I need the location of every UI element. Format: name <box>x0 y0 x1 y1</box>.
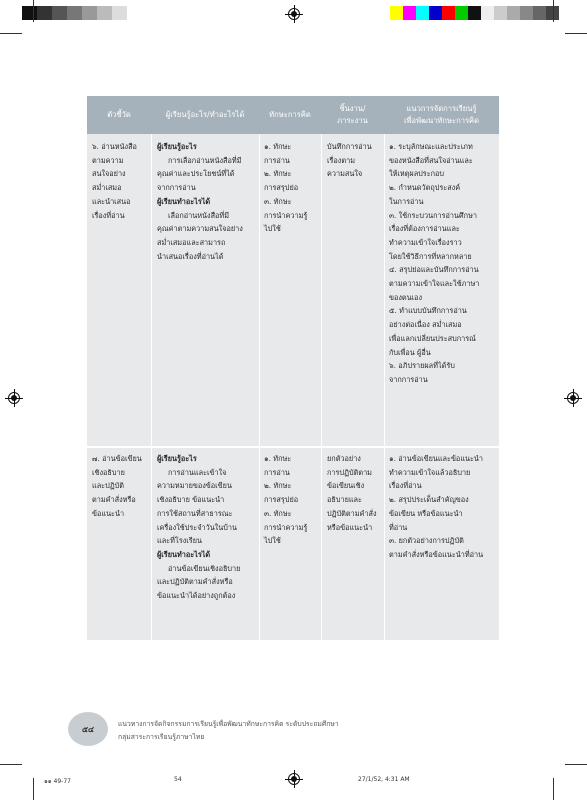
header-thinking-skill <box>259 96 321 134</box>
cell-line: ๒. ทักษะ <box>264 169 292 179</box>
color-swatch <box>468 6 481 20</box>
header-work-task <box>321 96 384 134</box>
cell-line: ผู้เรียนทำอะไรได้ <box>157 196 211 206</box>
cell-line: ในการอ่าน <box>389 196 424 206</box>
cell-line: ปฏิบัติตามคำสั่ง <box>327 508 377 518</box>
cell-line: การสรุปย่อ <box>264 495 299 505</box>
cell-work-task <box>327 452 377 534</box>
cell-line: เลือกอ่านหนังสือที่มี <box>168 210 230 220</box>
cell-line: อธิบายและ <box>327 495 362 505</box>
cell-line: เพื่อแลกเปลี่ยนประสบการณ์ <box>389 333 476 343</box>
cell-line: ทำความเข้าใจแล้วอธิบาย <box>389 467 471 477</box>
cell-line: ของหนังสือที่สนใจอ่านและ <box>389 155 473 165</box>
cell-line: อย่างต่อเนื่อง สม่ำเสมอ <box>389 320 462 330</box>
cell-line: และปฏิบัติตามคำสั่งหรือ <box>157 577 233 587</box>
cell-line: และนำเสนอ <box>92 196 131 206</box>
cell-line: เรื่องที่ต้องการอ่านและ <box>389 224 460 234</box>
registration-mark-right <box>564 389 582 407</box>
color-swatch <box>494 6 507 20</box>
header-line: ตัวชี้วัด <box>107 110 131 119</box>
cell-line: บันทึกการอ่าน <box>327 142 372 151</box>
cell-line: นำเสนอเรื่องที่อ่านได้ <box>157 251 224 261</box>
cell-line: จากการอ่าน <box>157 183 196 193</box>
cell-line: ๓. ทักษะ <box>264 508 292 518</box>
column-divider <box>259 134 260 640</box>
header-line: แนวการจัดการเรียนรู้ <box>406 104 477 113</box>
slug-file-id: ๑๑ 49-77 <box>44 778 71 785</box>
cell-line: และที่โรงเรียน <box>157 536 202 546</box>
crop-mark <box>0 764 22 765</box>
crop-mark <box>553 0 554 22</box>
slug-timestamp: 27/1/52, 4:31 AM <box>358 776 410 783</box>
header-indicator <box>87 96 151 134</box>
crop-mark <box>553 778 554 800</box>
cell-indicator <box>92 452 142 521</box>
cell-line: การปฏิบัติตาม <box>327 467 372 477</box>
cell-line: ๑. ทักษะ <box>264 454 292 463</box>
cell-line: เครื่องใช้ประจำวันในบ้าน <box>157 522 237 532</box>
cell-line: ตามคำสั่งหรือข้อแนะนำที่อ่าน <box>389 549 484 559</box>
cell-line: ที่อ่าน <box>389 522 408 532</box>
cell-line: ๒. ทักษะ <box>264 481 292 491</box>
grayscale-color-bar <box>22 6 142 20</box>
color-swatch <box>67 6 82 20</box>
column-divider <box>151 134 152 640</box>
color-swatch <box>481 6 494 20</box>
crop-mark <box>565 33 587 34</box>
footer-subject-group: กลุ่มสาระการเรียนรู้ภาษาไทย <box>118 733 205 741</box>
cell-line: ให้เหตุผลประกอบ <box>389 169 445 179</box>
cell-line: ไปใช้ <box>264 224 281 234</box>
registration-mark-left <box>5 389 23 407</box>
learning-plan-table <box>87 96 499 640</box>
footer-book-title: แนวทางการจัดกิจกรรมการเรียนรู้เพื่อพัฒนาทักษะการคิด ระดับประถมศึกษา <box>118 720 339 728</box>
cell-line: การอ่าน <box>264 155 290 165</box>
cell-thinking-skill <box>264 140 307 236</box>
cell-line: จากการอ่าน <box>389 374 428 384</box>
cell-line: เรื่องที่อ่าน <box>389 481 422 491</box>
cell-line: ข้อเขียนเชิง <box>327 481 365 491</box>
cell-line: ๓. ยกตัวอย่างการปฏิบัติ <box>389 536 464 546</box>
cell-line: สม่ำเสมอ <box>92 183 122 193</box>
registration-mark-top <box>285 5 303 23</box>
column-divider <box>384 134 385 640</box>
color-swatch <box>52 6 67 20</box>
cell-line: ข้อแนะนำได้อย่างถูกต้อง <box>157 591 236 601</box>
color-swatch <box>403 6 416 20</box>
cell-line: ผู้เรียนรู้อะไร <box>157 142 197 151</box>
cell-line: หรือข้อแนะนำ <box>327 522 373 532</box>
cell-line: การนำความรู้ <box>264 210 308 220</box>
color-swatch <box>442 6 455 20</box>
color-swatch <box>416 6 429 20</box>
cell-line: ๒. สรุปประเด็นสำคัญของ <box>389 495 469 505</box>
cell-line: คุณค่าตามความสนใจอย่าง <box>157 224 243 234</box>
cell-line: ๕. ทำแบบบันทึกการอ่าน <box>389 306 467 316</box>
cell-line: ความสนใจ <box>327 169 363 179</box>
cell-line: ผู้เรียนทำอะไรได้ <box>157 549 211 559</box>
header-line: ภาระงาน <box>337 116 368 125</box>
crop-mark <box>0 33 22 34</box>
cell-line: และปฏิบัติ <box>92 481 124 491</box>
table-header <box>87 96 499 134</box>
color-swatch <box>127 6 142 20</box>
header-line: ทักษะการคิด <box>269 110 311 119</box>
cmyk-color-bar <box>390 6 559 20</box>
cell-line: ๖. อภิปรายผลที่ได้รับ <box>389 361 455 371</box>
color-swatch <box>455 6 468 20</box>
cell-line: ๑. ทักษะ <box>264 142 292 151</box>
row-divider <box>87 446 499 448</box>
color-swatch <box>533 6 546 20</box>
cell-line: เรื่องตาม <box>327 155 356 165</box>
cell-line: เรื่องที่อ่าน <box>92 210 125 220</box>
cell-line: ๑. ระบุลักษณะและประเภท <box>389 142 473 151</box>
cell-line: ๓. ทักษะ <box>264 196 292 206</box>
cell-line: ๖. อ่านหนังสือ <box>92 142 137 151</box>
color-swatch <box>429 6 442 20</box>
cell-line: ๔. สรุปย่อและบันทึกการอ่าน <box>389 265 479 275</box>
crop-mark <box>33 778 34 800</box>
cell-line: การใช้สถานที่สาธารณะ <box>157 508 233 518</box>
cell-line: อ่านข้อเขียนเชิงอธิบาย <box>168 563 241 573</box>
cell-line: สม่ำเสมอและสามารถ <box>157 237 226 247</box>
cell-line: คุณค่าและประโยชน์ที่ได้ <box>157 169 235 179</box>
header-line: เพื่อพัฒนาทักษะการคิด <box>403 116 480 125</box>
cell-line: ยกตัวอย่าง <box>327 454 361 463</box>
cell-line: ผู้เรียนรู้อะไร <box>157 454 197 463</box>
cell-indicator <box>92 140 137 222</box>
crop-mark <box>565 764 587 765</box>
cell-line: ตามคำสั่งหรือ <box>92 495 136 505</box>
cell-line: การเลือกอ่านหนังสือที่มี <box>168 155 242 165</box>
header-line: ชิ้นงาน/ <box>339 104 366 113</box>
cell-what-learn <box>157 452 240 603</box>
cell-line: ข้อแนะนำ <box>92 508 125 518</box>
cell-line: การสรุปย่อ <box>264 183 299 193</box>
cell-approach <box>389 140 479 387</box>
cell-line: กับเพื่อน ผู้อื่น <box>389 347 431 357</box>
cell-line: ทำความเข้าใจเรื่องราว <box>389 237 462 247</box>
crop-mark <box>33 0 34 22</box>
cell-line: ๗. อ่านข้อเขียน <box>92 454 142 463</box>
cell-work-task <box>327 140 372 181</box>
color-swatch <box>520 6 533 20</box>
cell-line: การอ่านและเข้าใจ <box>168 467 227 477</box>
color-swatch <box>22 6 37 20</box>
cell-line: เชิงอธิบาย ข้อแนะนำ <box>157 495 225 505</box>
cell-line: ๓. ใช้กระบวนการอ่านศึกษา <box>389 210 477 220</box>
cell-line: ตามความ <box>92 155 124 165</box>
cell-thinking-skill <box>264 452 307 548</box>
cell-line: ๑. อ่านข้อเขียนและข้อแนะนำ <box>389 454 484 463</box>
color-swatch <box>507 6 520 20</box>
color-swatch <box>97 6 112 20</box>
color-swatch <box>82 6 97 20</box>
cell-line: การอ่าน <box>264 467 290 477</box>
color-swatch <box>390 6 403 20</box>
cell-line: ตามความเข้าใจและใช้ภาษา <box>389 279 480 289</box>
registration-mark-bottom <box>285 770 303 788</box>
color-swatch <box>37 6 52 20</box>
color-swatch <box>112 6 127 20</box>
cell-line: ความหมายของข้อเขียน <box>157 481 232 491</box>
header-what-learn <box>151 96 259 134</box>
cell-line: ข้อเขียน หรือข้อแนะนำ <box>389 508 463 518</box>
cell-line: การนำความรู้ <box>264 522 308 532</box>
cell-what-learn <box>157 140 243 263</box>
header-line: ผู้เรียนรู้อะไร/ทำอะไรได้ <box>165 110 245 119</box>
cell-line: ไปใช้ <box>264 536 281 546</box>
header-approach <box>384 96 499 134</box>
slug-page-number: 54 <box>174 776 182 783</box>
column-divider <box>321 134 322 640</box>
cell-approach <box>389 452 483 562</box>
cell-line: เชิงอธิบาย <box>92 467 125 477</box>
cell-line: สนใจอย่าง <box>92 169 126 179</box>
cell-line: โดยใช้วิธีการที่หลากหลาย <box>389 251 472 261</box>
cell-line: ของตนเอง <box>389 292 423 302</box>
cell-line: ๒. กำหนดวัตถุประสงค์ <box>389 183 461 193</box>
page-number-badge: ๕๔ <box>68 712 108 746</box>
